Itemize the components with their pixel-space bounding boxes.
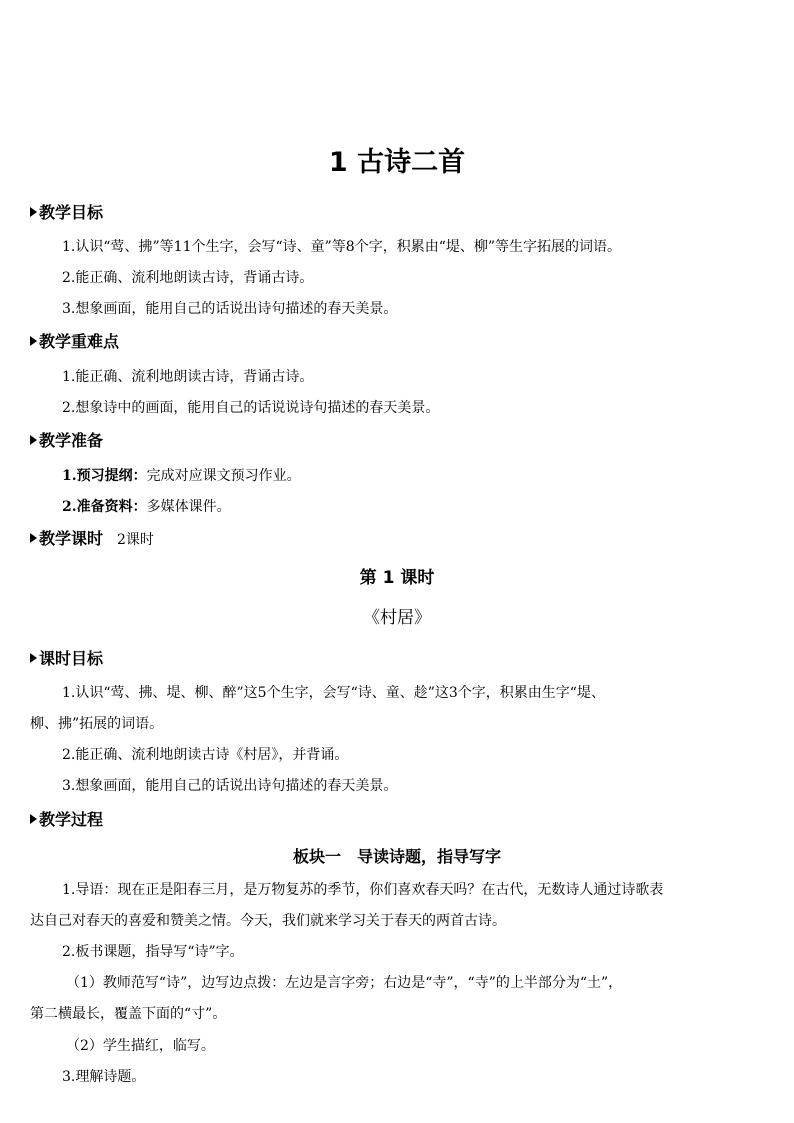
poem-title: 《村居》 [363, 608, 431, 628]
goal-item: 3.想象画面，能用自己的话说出诗句描述的春天美景。 [62, 301, 398, 317]
triangle-bullet-icon [30, 653, 37, 663]
lesson-goal-item-continued: 柳、拂”拓展的词语。 [30, 716, 164, 732]
triangle-bullet-icon [30, 435, 37, 445]
triangle-bullet-icon [30, 533, 37, 543]
section-heading-lesson-goals: 课时目标 [30, 647, 103, 671]
section-heading-hours: 教学课时 2课时 [30, 527, 154, 552]
lesson-goal-item: 2.能正确、流利地朗读古诗《村居》，并背诵。 [62, 747, 349, 763]
hours-value: 2课时 [117, 532, 154, 548]
process-line: 第二横最长，覆盖下面的“寸”。 [30, 1006, 227, 1022]
prep-item: 1.预习提纲：完成对应课文预习作业。 [62, 468, 301, 484]
section-heading-prep: 教学准备 [30, 429, 103, 453]
triangle-bullet-icon [30, 814, 37, 824]
page-title: 1 古诗二首 [328, 147, 466, 178]
lesson-goal-item: 3.想象画面，能用自己的话说出诗句描述的春天美景。 [62, 778, 398, 794]
process-line: 1.导语：现在正是阳春三月，是万物复苏的季节，你们喜欢春天吗？在古代，无数诗人通过诗歌表 [62, 882, 664, 898]
triangle-bullet-icon [30, 207, 37, 217]
prep-item: 2.准备资料：多媒体课件。 [62, 499, 231, 515]
lesson-title: 第 1 课时 [359, 568, 435, 588]
keypoint-item: 2.想象诗中的画面，能用自己的话说说诗句描述的春天美景。 [62, 400, 440, 416]
lesson-goal-item: 1.认识“莺、拂、堤、柳、醉”这5个生字，会写“诗、童、趁”这3个字，积累由生字“堤、 [62, 685, 605, 701]
goal-item: 1.认识“莺、拂”等11个生字，会写“诗、童”等8个字，积累由“堤、柳”等生字拓展的词语。 [62, 239, 622, 255]
process-line: （2）学生描红，临写。 [66, 1038, 215, 1054]
process-line: （1）教师范写“诗”，边写边点拨：左边是言字旁；右边是“寺”，“寺”的上半部分为“土”， [66, 975, 623, 991]
section-heading-keypoints: 教学重难点 [30, 330, 119, 354]
process-line: 3.理解诗题。 [62, 1069, 146, 1085]
section-heading-process: 教学过程 [30, 808, 103, 832]
section-heading-goals: 教学目标 [30, 201, 103, 225]
process-line: 2.板书课题，指导写“诗”字。 [62, 944, 244, 960]
goal-item: 2.能正确、流利地朗读古诗，背诵古诗。 [62, 270, 314, 286]
keypoint-item: 1.能正确、流利地朗读古诗，背诵古诗。 [62, 369, 314, 385]
process-line: 达自己对春天的喜爱和赞美之情。今天，我们就来学习关于春天的两首古诗。 [30, 913, 506, 929]
block-title: 板块一 导读诗题，指导写字 [292, 847, 501, 866]
triangle-bullet-icon [30, 336, 37, 346]
